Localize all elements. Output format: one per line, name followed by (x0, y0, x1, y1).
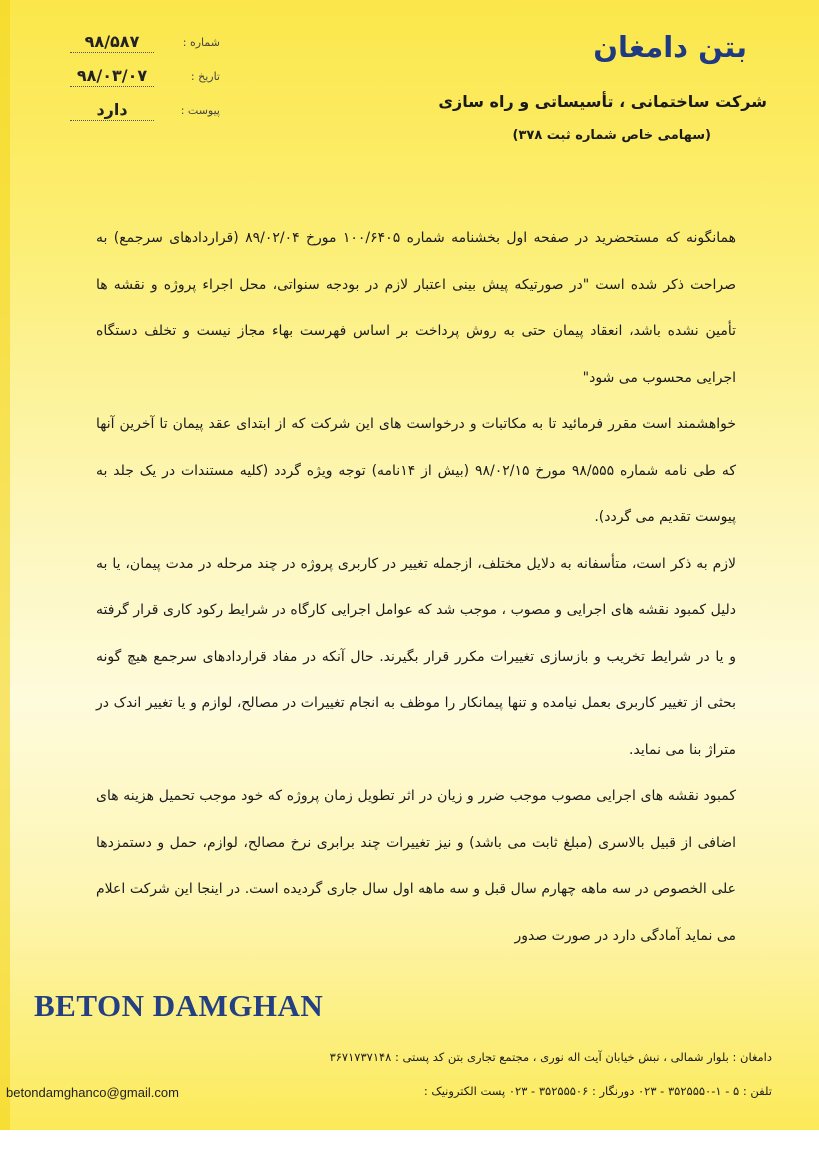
letter-attachment-label: پیوست : (180, 104, 220, 117)
letter-date-value: ۹۸/۰۳/۰۷ (70, 66, 154, 87)
letter-body (96, 215, 736, 959)
letter-number-value: ۹۸/۵۸۷ (70, 32, 154, 53)
brand-wordmark: BETON DAMGHAN (34, 988, 324, 1023)
body-paragraph: لازم به ذکر است، متأسفانه به دلایل مختلف، ازجمله تغییر در کاربری پروژه در چند مرحله در مدت پیمان، یا به دلیل کمبود نقشه های اجرایی و مصوب ، موجب شد که عوامل اجرایی کارگاه در شرایط رکود کاری قرار گرفته و یا در شرایط تخریب و بازسازی تغییرات مکرر قرار بگیرند. حال آنکه در مفاد قراردادهای سرجمع هیچ گونه بحثی از تغییر کاربری بعمل نیامده و تنها پیمانکار را موظف به انجام تغییرات در مصالح، لوازم و یا تغییر اندک در متراژ بنا می نماید. (96, 555, 736, 758)
company-registration: (سهامی خاص شماره ثبت ۳۷۸) (512, 128, 711, 143)
letter-attachment-value: دارد (70, 100, 154, 121)
footer-address: دامغان : بلوار شمالی ، نبش خیابان آیت اله نوری ، مجتمع تجاری بتن کد پستی : ۳۶۷۱۷۳۷۱۴۸ (329, 1050, 772, 1064)
meta-attachment-row (70, 100, 220, 134)
footer-phone: تلفن : ۵ - ۱-۳۵۲۵۵۵۰ - ۰۲۳ دورنگار : ۳۵۲۵۵۵۰۶ - ۰۲۳ پست الکترونیک : (423, 1084, 772, 1098)
company-subtitle: شرکت ساختمانی ، تأسیساتی و راه سازی (438, 92, 767, 111)
meta-date-row (70, 66, 220, 100)
letter-meta (70, 32, 220, 134)
meta-number-row (70, 32, 220, 66)
decorative-stripe (0, 0, 10, 1130)
body-paragraph: کمبود نقشه های اجرایی مصوب موجب ضرر و زیان در اثر تطویل زمان پروژه که خود موجب تحمیل هزینه های اضافی از قبیل بالاسری (مبلغ ثابت می باشد) و نیز تغییرات چند برابری نرخ مصالح، لوازم، حمل و دستمزدها علی الخصوص در سه ماهه چهارم سال قبل و سه ماهه اول سال جاری گردیده است. در اینجا این شرکت اعلام می نماید آمادگی دارد در صورت صدور (96, 788, 736, 944)
letter-date-label: تاریخ : (190, 70, 220, 83)
body-paragraph: خواهشمند است مقرر فرمائید تا به مکاتبات و درخواست های این شرکت که از ابتدای عقد پیمان تا آخرین آنها که طی نامه شماره ۹۸/۵۵۵ مورخ ۹۸/۰۲/۱۵ (بیش از ۱۴نامه) توجه ویژه گردد (کلیه مستندات در یک جلد به پیوست تقدیم می گردد). (96, 416, 737, 525)
footer-email: betondamghanco@gmail.com (6, 1085, 179, 1100)
body-paragraph: همانگونه که مستحضرید در صفحه اول بخشنامه شماره ۱۰۰/۶۴۰۵ مورخ ۸۹/۰۲/۰۴ (قراردادهای سرجمع) به صراحت ذکر شده است "در صورتیکه پیش بینی اعتبار لازم در بودجه سنواتی، محل اجراء پروژه و نقشه ها تأمین نشده باشد، انعقاد پیمان حتی به روش پرداخت بر اساس فهرست بهاء مجاز نیست و تخلف دستگاه اجرایی محسوب می شود" (96, 230, 736, 386)
letter-number-label: شماره : (182, 36, 220, 49)
company-name: بتن دامغان (593, 30, 747, 64)
